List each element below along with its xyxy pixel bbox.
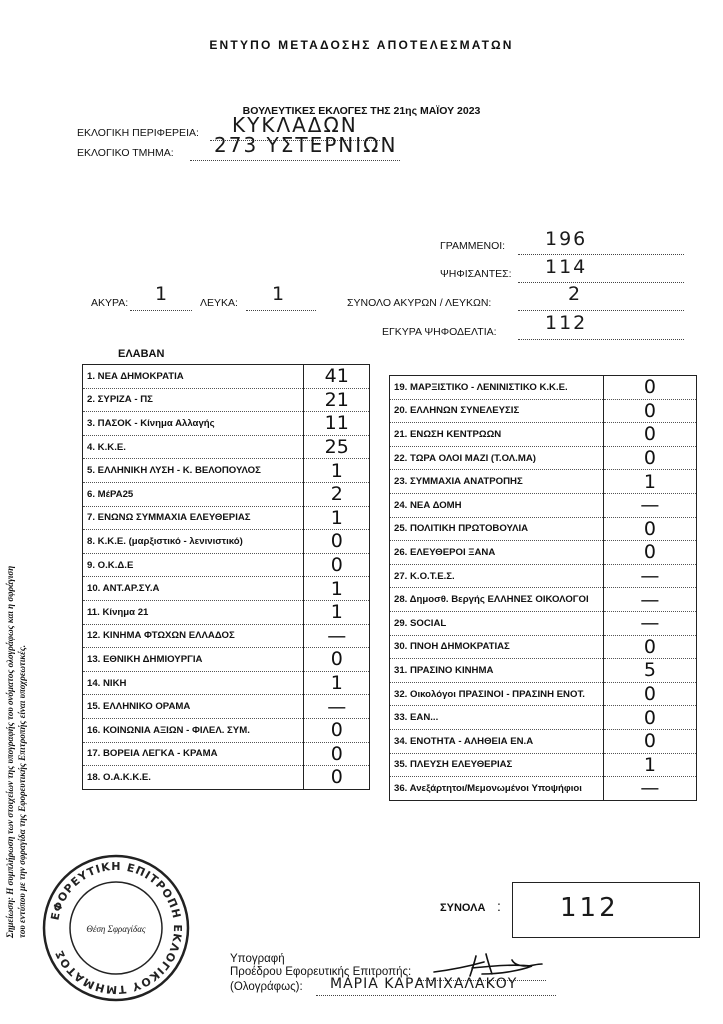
party-votes: 1 (304, 506, 370, 530)
side-note (4, 418, 28, 938)
party-name: 27. Κ.Ο.Τ.Ε.Σ. (390, 564, 604, 588)
party-votes: — (304, 624, 370, 648)
chairman-name: ΜΑΡΙΑ ΚΑΡΑΜΙΧΑΛΑΚΟΥ (330, 976, 518, 992)
party-votes: 1 (304, 600, 370, 624)
party-name: 29. SOCIAL (390, 611, 604, 635)
party-row (83, 766, 370, 790)
party-name: 25. ΠΟΛΙΤΙΚΗ ΠΡΩΤΟΒΟΥΛΙΑ (390, 517, 604, 541)
invalid-blank-value: 2 (568, 283, 583, 305)
party-row (83, 412, 370, 436)
form-title: ΕΝΤΥΠΟ ΜΕΤΑΔΟΣΗΣ ΑΠΟΤΕΛΕΣΜΑΤΩΝ (209, 38, 514, 52)
registered-value: 196 (545, 228, 588, 250)
party-row (83, 553, 370, 577)
official-stamp (36, 848, 196, 1008)
invalid-label: ΑΚΥΡΑ: (91, 297, 129, 309)
party-row (83, 388, 370, 412)
party-row (83, 365, 370, 389)
party-row (390, 588, 697, 612)
party-votes: 0 (603, 399, 696, 423)
side-note-line2: του εντύπου με την σφραγίδα της Εφορευτικής Επιτροπής είναι υποχρεωτικές. (17, 644, 27, 938)
chairman-label: Προέδρου Εφορευτικής Επιτροπής: (230, 966, 412, 978)
party-row (390, 611, 697, 635)
party-row (83, 671, 370, 695)
party-name: 28. Δημοσθ. Βεργής ΕΛΛΗΝΕΣ ΟΙΚΟΛΟΓΟΙ (390, 588, 604, 612)
stamp-ring-text: ΕΦΟΡΕΥΤΙΚΗ ΕΠΙΤΡΟΠΗ ΕΚΛΟΓΙΚΟΥ ΤΜΗΜΑΤΟΣ (48, 859, 185, 997)
total-label: ΣΥΝΟΛΑ (440, 902, 486, 914)
party-row (390, 659, 697, 683)
party-name: 6. ΜέΡΑ25 (83, 482, 304, 506)
valid-underline (518, 325, 684, 340)
party-row (390, 564, 697, 588)
party-row (390, 470, 697, 494)
party-row (390, 493, 697, 517)
party-votes: — (603, 588, 696, 612)
invalid-blank-label: ΣΥΝΟΛΟ ΑΚΥΡΩΝ / ΛΕΥΚΩΝ: (347, 297, 492, 309)
party-votes: 0 (603, 541, 696, 565)
party-name: 36. Ανεξάρτητοι/Μεμονωμένοι Υποψήφιοι (394, 782, 582, 794)
voted-value: 114 (545, 256, 588, 278)
party-votes: 0 (603, 517, 696, 541)
blank-value: 1 (272, 283, 287, 305)
party-name: 20. ΕΛΛΗΝΩΝ ΣΥΝΕΛΕΥΣΙΣ (390, 399, 604, 423)
party-name: 8. Κ.Κ.Ε. (μαρξιστικό - λενινιστικό) (83, 530, 304, 554)
party-row (390, 446, 697, 470)
party-name: 3. ΠΑΣΟΚ - Κίνημα Αλλαγής (83, 412, 304, 436)
party-row (390, 635, 697, 659)
party-name: 26. ΕΛΕΥΘΕΡΟΙ ΞΑΝΑ (390, 541, 604, 565)
party-row (390, 706, 697, 730)
party-name: 33. ΕΑΝ... (390, 706, 604, 730)
party-votes: — (603, 493, 696, 517)
party-votes: 1 (304, 671, 370, 695)
received-label: ΕΛΑΒΑΝ (118, 348, 165, 360)
party-name: 30. ΠΝΟΗ ΔΗΜΟΚΡΑΤΙΑΣ (390, 635, 604, 659)
party-votes: 0 (304, 742, 370, 766)
party-name: 34. ΕΝΟΤΗΤΑ - ΑΛΗΘΕΙΑ ΕΝ.Α (390, 729, 604, 753)
party-votes: 0 (603, 376, 696, 400)
invalid-blank-underline (518, 296, 684, 311)
party-votes: 0 (603, 423, 696, 447)
party-name: 35. ΠΛΕΥΣΗ ΕΛΕΥΘΕΡΙΑΣ (390, 753, 604, 777)
party-name: 4. Κ.Κ.Ε. (83, 435, 304, 459)
party-name: 19. ΜΑΡΞΙΣΤΙΚΟ - ΛΕΝΙΝΙΣΤΙΚΟ Κ.Κ.Ε. (390, 376, 604, 400)
party-row (83, 459, 370, 483)
party-name: 13. ΕΘΝΙΚΗ ΔΗΜΙΟΥΡΓΙΑ (83, 648, 304, 672)
side-note-line1: Σημείωση: Η συμπλήρωση των στοιχείων της υπογραφής του ονόματος ολογράφως και η σφράγιση (5, 565, 15, 938)
party-row (390, 541, 697, 565)
party-votes: 2 (304, 482, 370, 506)
stamp-center-text: Θέση Σφραγίδας (86, 924, 146, 934)
party-name: 23. ΣΥΜΜΑΧΙΑ ΑΝΑΤΡΟΠΗΣ (390, 470, 604, 494)
party-row (83, 718, 370, 742)
party-name: 14. ΝΙΚΗ (83, 671, 304, 695)
voted-label: ΨΗΦΙΣΑΝΤΕΣ: (440, 268, 512, 280)
party-votes: — (603, 611, 696, 635)
party-votes: 11 (304, 412, 370, 436)
party-row (83, 648, 370, 672)
party-name: 2. ΣΥΡΙΖΑ - ΠΣ (83, 388, 304, 412)
party-votes: 1 (603, 753, 696, 777)
party-name: 16. ΚΟΙΝΩΝΙΑ ΑΞΙΩΝ - ΦΙΛΕΛ. ΣΥΜ. (83, 718, 304, 742)
party-row (390, 682, 697, 706)
election-title: ΒΟΥΛΕΥΤΙΚΕΣ ΕΚΛΟΓΕΣ ΤΗΣ 21ης ΜΑΪΟΥ 2023 (242, 105, 481, 117)
party-row (83, 600, 370, 624)
party-name: 15. ΕΛΛΗΝΙΚΟ ΟΡΑΜΑ (83, 695, 304, 719)
written-name-label: (Ολογράφως): (230, 981, 303, 993)
party-votes: 1 (603, 470, 696, 494)
party-name: 31. ΠΡΑΣΙΝΟ ΚΙΝΗΜΑ (390, 659, 604, 683)
party-row (83, 506, 370, 530)
party-name: 21. ΕΝΩΣΗ ΚΕΝΤΡΩΩΝ (390, 423, 604, 447)
party-votes: 25 (304, 435, 370, 459)
party-name: 9. Ο.Κ.Δ.Ε (83, 553, 304, 577)
party-name: 5. ΕΛΛΗΝΙΚΗ ΛΥΣΗ - Κ. ΒΕΛΟΠΟΥΛΟΣ (83, 459, 304, 483)
invalid-value: 1 (155, 283, 170, 305)
total-colon: : (497, 898, 501, 914)
party-votes: 0 (603, 682, 696, 706)
party-row (390, 376, 697, 400)
party-row (390, 753, 697, 777)
party-row (83, 695, 370, 719)
party-votes: 0 (304, 648, 370, 672)
party-name: 24. ΝΕΑ ΔΟΜΗ (390, 493, 604, 517)
signature-label: Υπογραφή (230, 953, 285, 965)
district-label: ΕΚΛΟΓΙΚΗ ΠΕΡΙΦΕΡΕΙΑ: (77, 127, 199, 139)
party-votes: — (603, 777, 696, 801)
party-name: 10. ΑΝΤ.ΑΡ.ΣΥ.Α (83, 577, 304, 601)
party-name: 18. Ο.Α.Κ.Κ.Ε. (87, 771, 151, 783)
party-row (390, 517, 697, 541)
valid-label: ΕΓΚΥΡΑ ΨΗΦΟΔΕΛΤΙΑ: (382, 326, 497, 338)
party-votes: 0 (304, 530, 370, 554)
party-row (390, 729, 697, 753)
district-value: ΚΥΚΛΑΔΩΝ (232, 113, 358, 137)
party-votes: 41 (304, 365, 370, 389)
party-votes: 0 (304, 718, 370, 742)
parties-table-left (82, 364, 370, 790)
party-row (390, 777, 697, 801)
party-name: 7. ΕΝΩΝΩ ΣΥΜΜΑΧΙΑ ΕΛΕΥΘΕΡΙΑΣ (83, 506, 304, 530)
valid-value: 112 (545, 312, 588, 334)
party-votes: 1 (304, 459, 370, 483)
parties-table-right (389, 375, 697, 801)
party-row (83, 624, 370, 648)
party-row (83, 577, 370, 601)
party-row (83, 482, 370, 506)
party-votes: 0 (603, 729, 696, 753)
party-name: 11. Κίνημα 21 (83, 600, 304, 624)
party-votes: — (304, 695, 370, 719)
party-votes: 0 (603, 635, 696, 659)
party-row (390, 423, 697, 447)
party-votes: 1 (304, 577, 370, 601)
voted-underline (518, 268, 684, 283)
party-row (83, 530, 370, 554)
party-votes: 5 (603, 659, 696, 683)
section-label: ΕΚΛΟΓΙΚΟ ΤΜΗΜΑ: (77, 147, 174, 159)
party-votes: 0 (304, 553, 370, 577)
party-name: 17. ΒΟΡΕΙΑ ΛΕΓΚΑ - ΚΡΑΜΑ (83, 742, 304, 766)
party-votes: — (603, 564, 696, 588)
party-votes: 0 (603, 706, 696, 730)
party-row (83, 742, 370, 766)
party-row (390, 399, 697, 423)
blank-label: ΛΕΥΚΑ: (200, 297, 238, 309)
party-name: 12. ΚΙΝΗΜΑ ΦΤΩΧΩΝ ΕΛΛΑΔΟΣ (83, 624, 304, 648)
registered-label: ΓΡΑΜΜΕΝΟΙ: (440, 240, 506, 252)
party-votes: 21 (304, 388, 370, 412)
total-value: 112 (560, 893, 619, 923)
section-value: 273 ΥΣΤΕΡΝΙΩΝ (214, 133, 398, 157)
party-votes: 0 (304, 766, 370, 790)
party-name: 32. Οικολόγοι ΠΡΑΣΙΝΟΙ - ΠΡΑΣΙΝΗ ΕΝΟΤ. (390, 682, 604, 706)
party-name: 1. ΝΕΑ ΔΗΜΟΚΡΑΤΙΑ (83, 365, 304, 389)
party-name: 22. ΤΩΡΑ ΟΛΟΙ ΜΑΖΙ (Τ.ΟΛ.ΜΑ) (390, 446, 604, 470)
party-votes: 0 (603, 446, 696, 470)
party-row (83, 435, 370, 459)
registered-underline (518, 240, 684, 255)
